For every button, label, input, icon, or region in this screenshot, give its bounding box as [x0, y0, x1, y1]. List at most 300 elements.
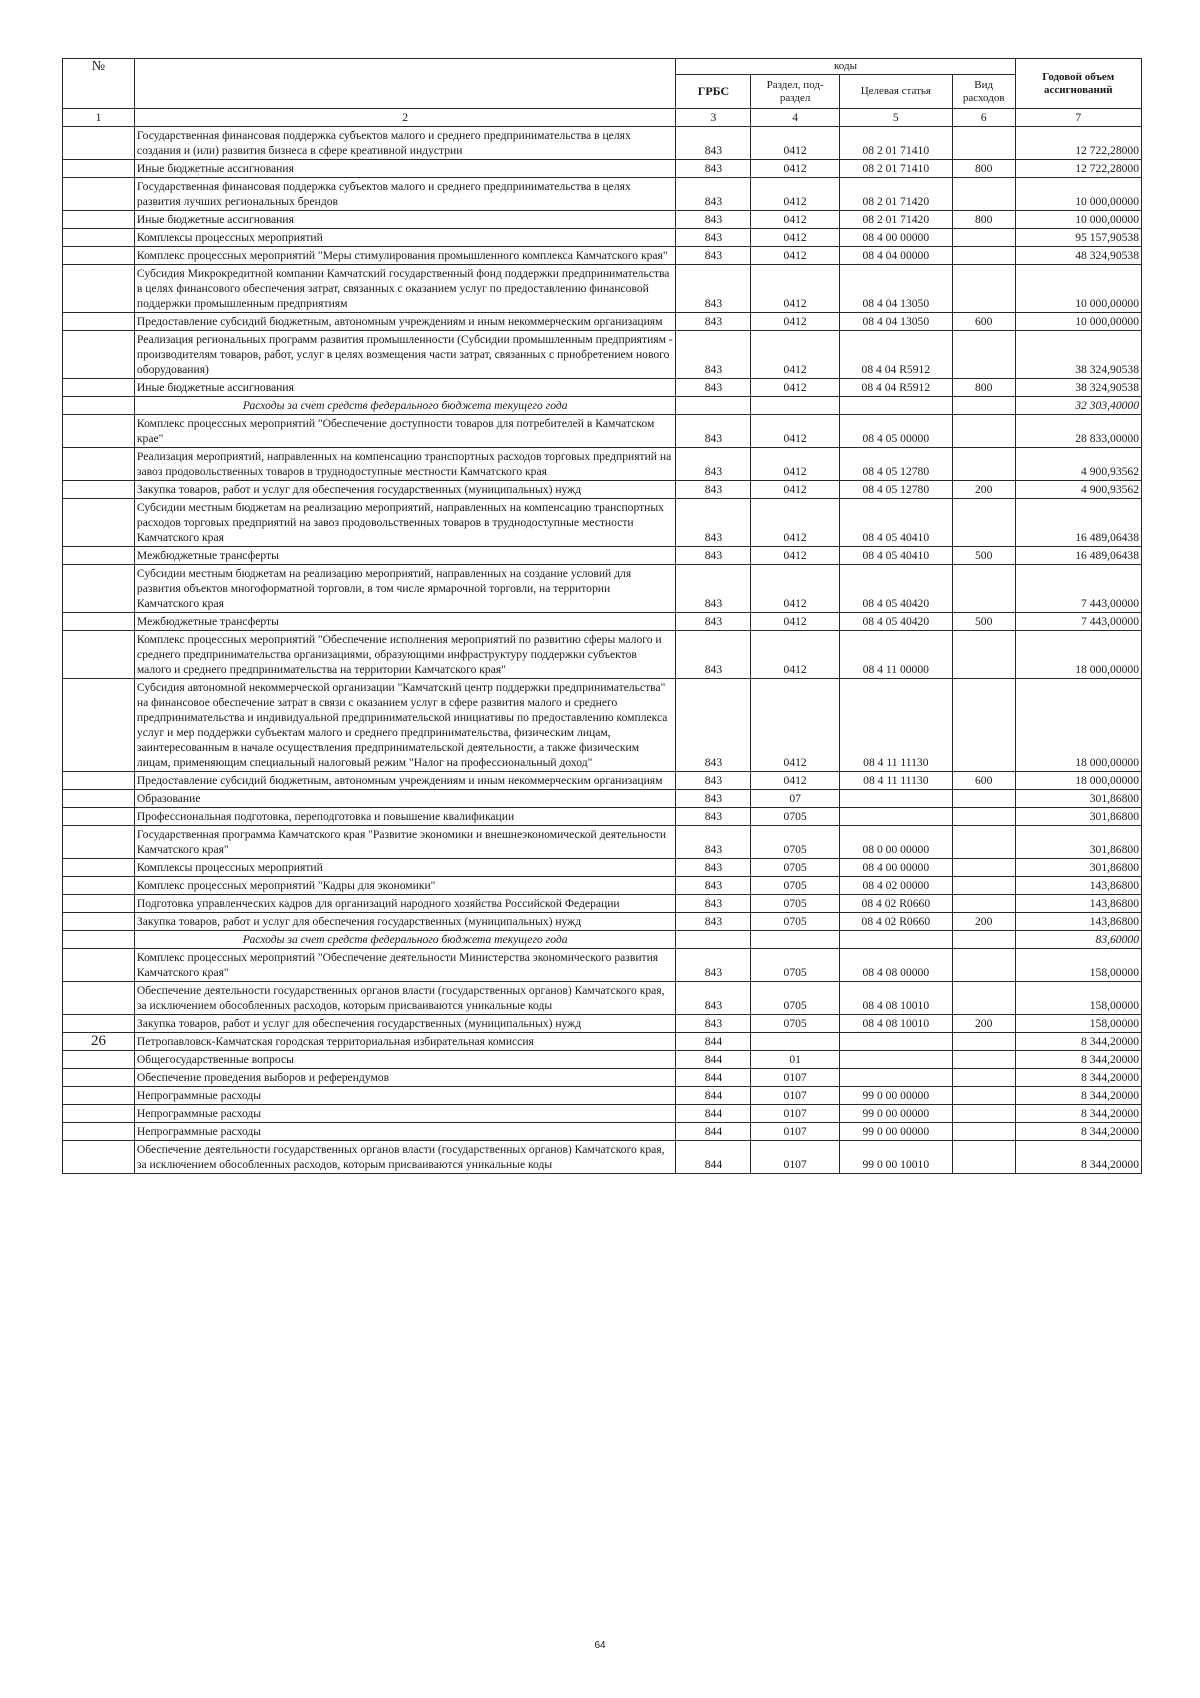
row-grbs: 843	[676, 913, 751, 931]
row-section: 0705	[751, 1015, 839, 1033]
table-row	[63, 913, 1142, 931]
table-row	[63, 415, 1142, 448]
row-section: 0705	[751, 877, 839, 895]
row-exptype	[952, 229, 1015, 247]
row-target: 08 2 01 71420	[839, 178, 952, 211]
row-section: 0705	[751, 949, 839, 982]
row-amount: 16 489,06438	[1015, 547, 1141, 565]
table-row	[63, 949, 1142, 982]
row-section: 0412	[751, 499, 839, 547]
row-section: 0705	[751, 913, 839, 931]
row-exptype: 800	[952, 379, 1015, 397]
table-row	[63, 613, 1142, 631]
row-number	[63, 379, 135, 397]
row-target: 08 4 02 R0660	[839, 895, 952, 913]
row-target: 08 4 05 40410	[839, 499, 952, 547]
row-section: 0412	[751, 565, 839, 613]
row-name: Непрограммные расходы	[134, 1087, 676, 1105]
row-name: Комплекс процессных мероприятий "Кадры для экономики"	[134, 877, 676, 895]
row-exptype	[952, 178, 1015, 211]
row-amount: 143,86800	[1015, 913, 1141, 931]
row-exptype	[952, 949, 1015, 982]
table-row	[63, 808, 1142, 826]
row-amount: 4 900,93562	[1015, 448, 1141, 481]
row-number	[63, 448, 135, 481]
row-amount: 8 344,20000	[1015, 1123, 1141, 1141]
row-exptype: 500	[952, 547, 1015, 565]
idx-3: 3	[676, 109, 751, 127]
row-name: Профессиональная подготовка, переподготовка и повышение квалификации	[134, 808, 676, 826]
row-target: 08 4 05 40410	[839, 547, 952, 565]
row-grbs: 843	[676, 772, 751, 790]
row-exptype	[952, 877, 1015, 895]
row-target: 08 4 04 R5912	[839, 331, 952, 379]
row-section: 0705	[751, 895, 839, 913]
row-section	[751, 931, 839, 949]
row-target: 08 4 11 00000	[839, 631, 952, 679]
row-target: 08 4 02 R0660	[839, 913, 952, 931]
row-target	[839, 1033, 952, 1051]
row-name: Иные бюджетные ассигнования	[134, 160, 676, 178]
row-exptype	[952, 1033, 1015, 1051]
row-target: 08 4 00 00000	[839, 229, 952, 247]
row-section: 0412	[751, 547, 839, 565]
row-grbs: 843	[676, 481, 751, 499]
table-body	[63, 127, 1142, 1174]
row-number	[63, 808, 135, 826]
row-section: 0412	[751, 178, 839, 211]
row-number	[63, 895, 135, 913]
row-section: 0412	[751, 772, 839, 790]
row-grbs: 844	[676, 1069, 751, 1087]
row-amount: 143,86800	[1015, 877, 1141, 895]
row-grbs: 843	[676, 415, 751, 448]
idx-1: 1	[63, 109, 135, 127]
row-amount: 158,00000	[1015, 1015, 1141, 1033]
col-grbs-header: ГРБС	[676, 75, 751, 109]
table-row	[63, 127, 1142, 160]
row-section: 0705	[751, 982, 839, 1015]
row-number	[63, 1069, 135, 1087]
row-name: Подготовка управленческих кадров для организаций народного хозяйства Российской Федерации	[134, 895, 676, 913]
row-number	[63, 547, 135, 565]
row-name: Закупка товаров, работ и услуг для обеспечения государственных (муниципальных) нужд	[134, 481, 676, 499]
row-exptype: 500	[952, 613, 1015, 631]
row-grbs: 843	[676, 499, 751, 547]
row-number	[63, 613, 135, 631]
row-grbs: 843	[676, 313, 751, 331]
row-amount: 28 833,00000	[1015, 415, 1141, 448]
row-section: 0107	[751, 1087, 839, 1105]
row-section: 0412	[751, 160, 839, 178]
row-target: 99 0 00 00000	[839, 1123, 952, 1141]
row-exptype	[952, 1105, 1015, 1123]
row-target: 08 4 04 00000	[839, 247, 952, 265]
row-target: 99 0 00 00000	[839, 1087, 952, 1105]
table-row	[63, 679, 1142, 772]
table-row	[63, 499, 1142, 547]
row-grbs: 843	[676, 808, 751, 826]
table-row	[63, 1087, 1142, 1105]
row-exptype	[952, 415, 1015, 448]
row-amount: 10 000,00000	[1015, 265, 1141, 313]
row-amount: 32 303,40000	[1015, 397, 1141, 415]
row-name: Комплекс процессных мероприятий "Обеспечение доступности товаров для потребителей в Камчатском крае"	[134, 415, 676, 448]
row-exptype	[952, 982, 1015, 1015]
row-exptype: 200	[952, 913, 1015, 931]
row-section: 0107	[751, 1141, 839, 1174]
table-row	[63, 247, 1142, 265]
row-amount: 8 344,20000	[1015, 1033, 1141, 1051]
row-target: 08 4 08 10010	[839, 1015, 952, 1033]
row-name: Обеспечение проведения выборов и референдумов	[134, 1069, 676, 1087]
row-number	[63, 397, 135, 415]
row-section: 0412	[751, 481, 839, 499]
row-exptype	[952, 931, 1015, 949]
row-amount: 95 157,90538	[1015, 229, 1141, 247]
table-row	[63, 565, 1142, 613]
table-row	[63, 877, 1142, 895]
row-name: Иные бюджетные ассигнования	[134, 379, 676, 397]
row-name: Межбюджетные трансферты	[134, 613, 676, 631]
row-target: 99 0 00 10010	[839, 1141, 952, 1174]
row-target: 08 4 05 00000	[839, 415, 952, 448]
row-number	[63, 772, 135, 790]
row-section: 0705	[751, 826, 839, 859]
row-amount: 158,00000	[1015, 949, 1141, 982]
row-exptype: 200	[952, 1015, 1015, 1033]
row-amount: 38 324,90538	[1015, 331, 1141, 379]
row-grbs: 843	[676, 127, 751, 160]
row-section: 0412	[751, 247, 839, 265]
row-section: 0412	[751, 265, 839, 313]
row-target: 08 4 05 12780	[839, 481, 952, 499]
row-grbs: 844	[676, 1123, 751, 1141]
table-row	[63, 331, 1142, 379]
row-exptype	[952, 895, 1015, 913]
row-number	[63, 313, 135, 331]
table-row	[63, 631, 1142, 679]
row-number	[63, 1141, 135, 1174]
row-number	[63, 160, 135, 178]
row-exptype	[952, 826, 1015, 859]
row-target: 08 4 05 40420	[839, 613, 952, 631]
row-amount: 301,86800	[1015, 808, 1141, 826]
row-name: Обеспечение деятельности государственных органов власти (государственных органов) Камчатского края, за исключением обособленных расходов, которым присваиваются уникальные коды	[134, 1141, 676, 1174]
col-num-header: №	[63, 59, 135, 109]
idx-4: 4	[751, 109, 839, 127]
row-amount: 7 443,00000	[1015, 613, 1141, 631]
row-exptype	[952, 808, 1015, 826]
row-amount: 83,60000	[1015, 931, 1141, 949]
row-grbs: 843	[676, 949, 751, 982]
col-target-header: Целевая статья	[839, 75, 952, 109]
row-number	[63, 949, 135, 982]
row-target	[839, 931, 952, 949]
row-target	[839, 808, 952, 826]
row-grbs: 843	[676, 631, 751, 679]
row-number	[63, 931, 135, 949]
table-row	[63, 1033, 1142, 1051]
row-exptype: 200	[952, 481, 1015, 499]
row-grbs: 843	[676, 379, 751, 397]
row-exptype	[952, 265, 1015, 313]
row-number	[63, 415, 135, 448]
row-grbs: 843	[676, 790, 751, 808]
row-amount: 158,00000	[1015, 982, 1141, 1015]
row-grbs: 843	[676, 1015, 751, 1033]
row-amount: 16 489,06438	[1015, 499, 1141, 547]
row-name: Субсидия Микрокредитной компании Камчатский государственный фонд поддержки предпринимательства в целях финансового обеспечения затрат, связанных с оказанием услуг по предоставлению финансовой поддержки промышленным предприятиям	[134, 265, 676, 313]
row-amount: 38 324,90538	[1015, 379, 1141, 397]
row-exptype	[952, 127, 1015, 160]
row-name: Непрограммные расходы	[134, 1123, 676, 1141]
row-section: 0412	[751, 679, 839, 772]
table-row	[63, 265, 1142, 313]
row-name: Комплекс процессных мероприятий "Меры стимулирования промышленного комплекса Камчатского края"	[134, 247, 676, 265]
row-exptype	[952, 679, 1015, 772]
row-name: Комплекс процессных мероприятий "Обеспечение деятельности Министерства экономического развития Камчатского края"	[134, 949, 676, 982]
row-section: 0705	[751, 859, 839, 877]
row-grbs: 844	[676, 1141, 751, 1174]
row-number	[63, 859, 135, 877]
row-name: Субсидии местным бюджетам на реализацию мероприятий, направленных на создание условий для развития объектов многоформатной торговли, в том числе ярмарочной торговли, на территории Камчатского края	[134, 565, 676, 613]
row-name: Предоставление субсидий бюджетным, автономным учреждениям и иным некоммерческим организациям	[134, 772, 676, 790]
row-name: Закупка товаров, работ и услуг для обеспечения государственных (муниципальных) нужд	[134, 1015, 676, 1033]
row-grbs: 843	[676, 679, 751, 772]
row-number	[63, 499, 135, 547]
idx-7: 7	[1015, 109, 1141, 127]
row-target	[839, 1051, 952, 1069]
row-section: 0412	[751, 211, 839, 229]
row-amount: 301,86800	[1015, 826, 1141, 859]
row-name: Реализация мероприятий, направленных на компенсацию транспортных расходов торговых предприятий на завоз продовольственных товаров в труднодоступные местности Камчатского края	[134, 448, 676, 481]
row-target: 08 4 05 12780	[839, 448, 952, 481]
row-exptype: 800	[952, 211, 1015, 229]
row-grbs: 843	[676, 895, 751, 913]
table-row	[63, 547, 1142, 565]
row-number	[63, 1123, 135, 1141]
row-name: Обеспечение деятельности государственных органов власти (государственных органов) Камчатского края, за исключением обособленных расходов, которым присваиваются уникальные коды	[134, 982, 676, 1015]
row-section: 01	[751, 1051, 839, 1069]
row-amount: 8 344,20000	[1015, 1087, 1141, 1105]
row-target: 08 0 00 00000	[839, 826, 952, 859]
table-row	[63, 772, 1142, 790]
row-exptype	[952, 1069, 1015, 1087]
row-grbs: 843	[676, 877, 751, 895]
row-number	[63, 211, 135, 229]
row-name: Государственная финансовая поддержка субъектов малого и среднего предпринимательства в целях развития лучших региональных брендов	[134, 178, 676, 211]
row-exptype	[952, 499, 1015, 547]
row-grbs: 844	[676, 1105, 751, 1123]
table-row	[63, 379, 1142, 397]
row-target: 08 4 08 00000	[839, 949, 952, 982]
row-name: Закупка товаров, работ и услуг для обеспечения государственных (муниципальных) нужд	[134, 913, 676, 931]
row-section: 0412	[751, 613, 839, 631]
row-grbs: 843	[676, 178, 751, 211]
table-row	[63, 1069, 1142, 1087]
row-name: Общегосударственные вопросы	[134, 1051, 676, 1069]
row-exptype	[952, 565, 1015, 613]
row-exptype: 600	[952, 772, 1015, 790]
row-number	[63, 331, 135, 379]
row-grbs	[676, 931, 751, 949]
row-amount: 18 000,00000	[1015, 772, 1141, 790]
row-section: 0705	[751, 808, 839, 826]
header-index-row	[63, 109, 1142, 127]
table-row	[63, 229, 1142, 247]
table-row	[63, 313, 1142, 331]
row-exptype	[952, 1051, 1015, 1069]
row-target: 08 4 05 40420	[839, 565, 952, 613]
row-exptype	[952, 1087, 1015, 1105]
row-target: 08 2 01 71410	[839, 127, 952, 160]
row-grbs: 844	[676, 1033, 751, 1051]
row-target	[839, 790, 952, 808]
table-row	[63, 1051, 1142, 1069]
col-codes-header: коды	[676, 59, 1015, 75]
row-grbs: 844	[676, 1087, 751, 1105]
idx-6: 6	[952, 109, 1015, 127]
table-row	[63, 895, 1142, 913]
row-target	[839, 1069, 952, 1087]
table-row	[63, 1105, 1142, 1123]
row-section: 0412	[751, 229, 839, 247]
table-row	[63, 1123, 1142, 1141]
row-section: 0412	[751, 415, 839, 448]
row-grbs: 843	[676, 331, 751, 379]
row-target: 08 4 04 13050	[839, 313, 952, 331]
row-name: Государственная финансовая поддержка субъектов малого и среднего предпринимательства в целях создания и (или) развития бизнеса в сфере креативной индустрии	[134, 127, 676, 160]
col-name-header	[134, 59, 676, 109]
row-target: 08 4 04 R5912	[839, 379, 952, 397]
row-section: 0412	[751, 331, 839, 379]
row-grbs: 843	[676, 565, 751, 613]
page-number: 64	[594, 1640, 606, 1651]
row-grbs: 843	[676, 247, 751, 265]
row-section: 0412	[751, 127, 839, 160]
row-target: 08 4 00 00000	[839, 859, 952, 877]
row-exptype	[952, 448, 1015, 481]
table-row	[63, 982, 1142, 1015]
row-amount: 8 344,20000	[1015, 1069, 1141, 1087]
table-row	[63, 1141, 1142, 1174]
row-name: Реализация региональных программ развития промышленности (Субсидии промышленным предприятиям - производителям товаров, работ, услуг в целях возмещения части затрат, связанных с приобретением нового оборудования)	[134, 331, 676, 379]
row-section: 0107	[751, 1105, 839, 1123]
row-name: Образование	[134, 790, 676, 808]
budget-table	[62, 58, 1142, 1174]
row-name: Комплексы процессных мероприятий	[134, 859, 676, 877]
table-row	[63, 790, 1142, 808]
col-exptype-header: Вид расходов	[952, 75, 1015, 109]
row-name: Непрограммные расходы	[134, 1105, 676, 1123]
row-exptype	[952, 631, 1015, 679]
row-section: 0107	[751, 1123, 839, 1141]
idx-2: 2	[134, 109, 676, 127]
row-target: 08 2 01 71420	[839, 211, 952, 229]
row-target: 08 4 04 13050	[839, 265, 952, 313]
row-section	[751, 397, 839, 415]
federal-subtotal-row	[63, 397, 1142, 415]
row-target: 08 2 01 71410	[839, 160, 952, 178]
row-amount: 4 900,93562	[1015, 481, 1141, 499]
table-row	[63, 826, 1142, 859]
row-amount: 8 344,20000	[1015, 1141, 1141, 1174]
row-section: 0412	[751, 448, 839, 481]
row-grbs: 844	[676, 1051, 751, 1069]
idx-5: 5	[839, 109, 952, 127]
row-number	[63, 247, 135, 265]
row-grbs: 843	[676, 547, 751, 565]
table-row	[63, 160, 1142, 178]
row-grbs: 843	[676, 982, 751, 1015]
row-grbs: 843	[676, 160, 751, 178]
table-row	[63, 1015, 1142, 1033]
row-number	[63, 178, 135, 211]
row-number	[63, 229, 135, 247]
table-row	[63, 178, 1142, 211]
row-number: 26	[63, 1033, 135, 1051]
row-amount: 10 000,00000	[1015, 178, 1141, 211]
row-number	[63, 1105, 135, 1123]
row-number	[63, 679, 135, 772]
row-section: 0412	[751, 313, 839, 331]
table-row	[63, 448, 1142, 481]
header-row-top	[63, 59, 1142, 75]
row-number	[63, 913, 135, 931]
row-grbs: 843	[676, 826, 751, 859]
row-exptype	[952, 247, 1015, 265]
row-amount: 301,86800	[1015, 859, 1141, 877]
row-amount: 8 344,20000	[1015, 1051, 1141, 1069]
row-exptype	[952, 859, 1015, 877]
row-name: Иные бюджетные ассигнования	[134, 211, 676, 229]
row-number	[63, 826, 135, 859]
row-number	[63, 565, 135, 613]
row-amount: 10 000,00000	[1015, 313, 1141, 331]
row-amount: 48 324,90538	[1015, 247, 1141, 265]
row-name: Петропавловск-Камчатская городская территориальная избирательная комиссия	[134, 1033, 676, 1051]
row-name: Предоставление субсидий бюджетным, автономным учреждениям и иным некоммерческим организациям	[134, 313, 676, 331]
row-number	[63, 1015, 135, 1033]
row-number	[63, 127, 135, 160]
row-number	[63, 790, 135, 808]
row-amount: 18 000,00000	[1015, 631, 1141, 679]
row-section: 0412	[751, 379, 839, 397]
federal-subtotal-row	[63, 931, 1142, 949]
row-grbs	[676, 397, 751, 415]
col-amount-header: Годовой объем ассигнований	[1015, 59, 1141, 109]
row-target: 08 4 11 11130	[839, 679, 952, 772]
row-target: 08 4 02 00000	[839, 877, 952, 895]
row-amount: 10 000,00000	[1015, 211, 1141, 229]
row-exptype: 800	[952, 160, 1015, 178]
table-row	[63, 859, 1142, 877]
row-name: Расходы за счет средств федерального бюджета текущего года	[134, 931, 676, 949]
row-amount: 301,86800	[1015, 790, 1141, 808]
row-amount: 12 722,28000	[1015, 127, 1141, 160]
row-section: 0412	[751, 631, 839, 679]
row-target: 99 0 00 00000	[839, 1105, 952, 1123]
row-number	[63, 1087, 135, 1105]
row-amount: 8 344,20000	[1015, 1105, 1141, 1123]
row-amount: 12 722,28000	[1015, 160, 1141, 178]
row-exptype	[952, 1123, 1015, 1141]
row-number	[63, 631, 135, 679]
row-name: Межбюджетные трансферты	[134, 547, 676, 565]
row-exptype	[952, 1141, 1015, 1174]
row-name: Расходы за счет средств федерального бюджета текущего года	[134, 397, 676, 415]
